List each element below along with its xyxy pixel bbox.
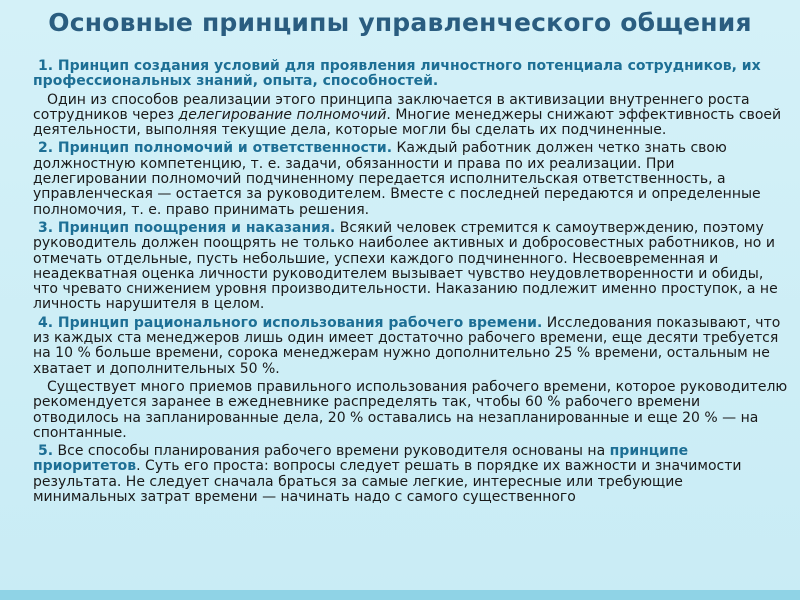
principle-5 <box>33 444 788 505</box>
principle-5-text-a: Все способы планирования рабочего времени руководителя основаны на <box>53 443 610 460</box>
principle-1-italic: делегирование полномочий <box>178 106 387 123</box>
principle-4-body <box>33 380 788 441</box>
principle-3-text: Всякий человек стремится к самоутверждению, поэтому руководитель должен поощрять не только наиболее активных и добросовестных работников, но и отмечать отдельные, пусть небольшие, успехи каждого подчиненного. Несвоевременная и неадекватная оценка личности руководителем вызывает чувство неудовлетворенности и обиды, что чревато снижением уровня производительности. Наказанию подлежит именно проступок, а не личность нарушителя в целом. <box>33 219 778 313</box>
principle-3 <box>33 221 788 313</box>
principle-1-heading: 1. Принцип создания условий для проявления личностного потенциала сотрудников, их профессиональных знаний, опыта, способностей. <box>33 58 761 90</box>
principle-2 <box>33 141 788 217</box>
principle-4-heading: 4. Принцип рационального использования рабочего времени. <box>38 314 543 331</box>
principle-1-body <box>33 93 788 139</box>
principle-1-text-a: Один из способов реализации этого принципа заключается в активизации внутреннего роста сотрудников через <box>33 91 750 123</box>
principle-1-text-b: . Многие менеджеры снижают эффективность своей деятельности, выполняя текущие дела, которые могли бы сделать их подчиненные. <box>33 106 782 139</box>
principle-2-heading: 2. Принцип полномочий и ответственности. <box>38 140 393 157</box>
principle-4 <box>33 316 788 377</box>
principle-5-number: 5. <box>38 443 54 460</box>
principle-5-text-b: . Суть его проста: вопросы следует решать в порядке их важности и значимости результата. Не следует сначала браться за самые легкие, интересные или требующие минимальных затрат времени — начинать надо с самого существенного <box>33 458 742 506</box>
principle-1 <box>33 59 788 90</box>
slide-content <box>33 59 788 508</box>
principle-4b-text: Существует много приемов правильного использования рабочего времени, которое руководителю рекомендуется заранее в ежедневнике распределять так, чтобы 60 % рабочего времени отводилось на запланированные дела, 20 % оставались на незапланированные и еще 20 % — на спонтанные. <box>33 378 788 441</box>
principle-5-heading: принципе приоритетов <box>33 443 689 475</box>
bottom-bar <box>0 590 800 600</box>
slide-title: Основные принципы управленческого общения <box>48 8 752 37</box>
principle-2-text: Каждый работник должен четко знать свою должностную компетенцию, т. е. задачи, обязанности и права по их реализации. При делегировании полномочий подчиненному передается исполнительская ответственность, а управленческая — остается за руководителем. Вместе с последней передаются и определенные полномочия, т. е. право принимать решения. <box>33 140 761 218</box>
principle-3-heading: 3. Принцип поощрения и наказания. <box>38 219 336 236</box>
principle-4-text: Исследования показывают, что из каждых ста менеджеров лишь один имеет достаточно рабочего времени, еще десяти требуется на 10 % больше времени, сорока менеджерам нужно дополнительно 25 % времени, остальным не хватает и дополнительных 50 %. <box>33 314 781 377</box>
